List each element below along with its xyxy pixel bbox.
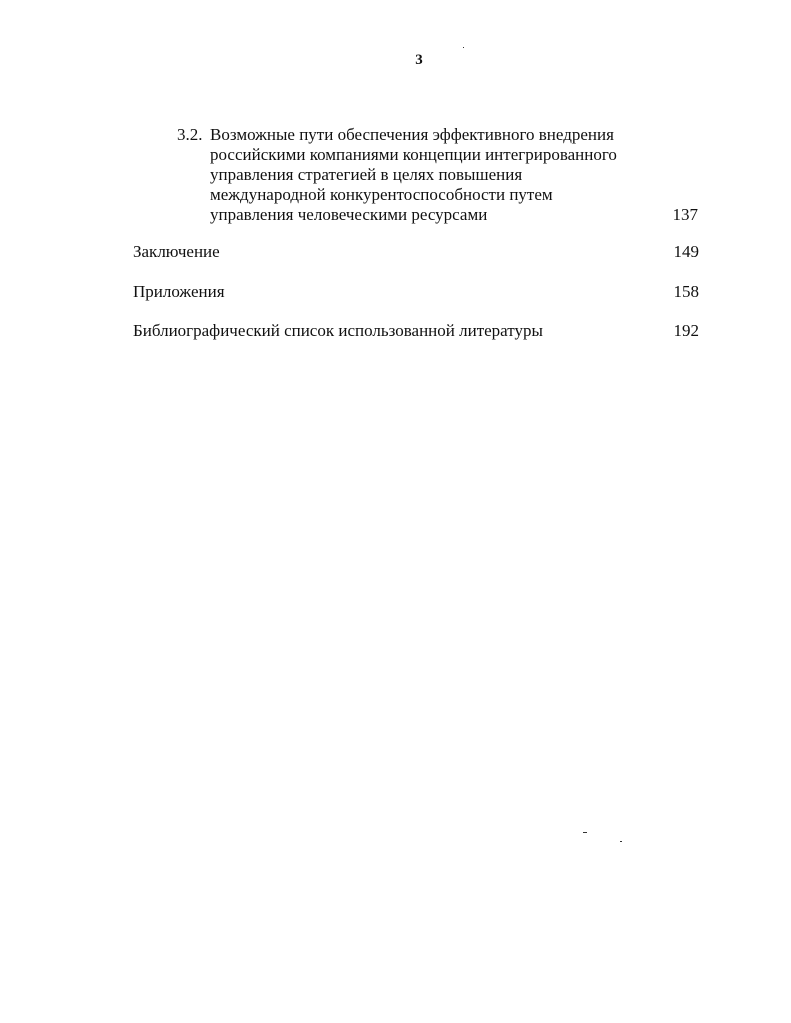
page-number: 3 xyxy=(415,52,423,68)
subsection-title xyxy=(210,125,650,225)
toc-entry-page: 149 xyxy=(673,242,699,261)
toc-subsection-3-2 xyxy=(177,125,702,225)
toc-entry-title: Библиографический список использованной литературы xyxy=(133,321,543,340)
scan-speck xyxy=(583,832,587,833)
toc-entry-title: Приложения xyxy=(133,282,225,301)
subsection-title-line: международной конкурентоспособности путем xyxy=(210,185,553,204)
subsection-title-line: российскими компаниями концепции интегрированного xyxy=(210,145,617,164)
subsection-number: 3.2. xyxy=(177,125,203,144)
toc-entry-page: 192 xyxy=(673,321,699,340)
subsection-title-line: Возможные пути обеспечения эффективного внедрения xyxy=(210,125,614,144)
toc-entry-title: Заключение xyxy=(133,242,220,261)
scan-speck xyxy=(463,47,464,48)
scan-speck xyxy=(620,841,622,842)
subsection-page-number: 137 xyxy=(672,205,698,224)
subsection-title-line: управления стратегией в целях повышения xyxy=(210,165,523,184)
subsection-title-line: управления человеческими ресурсами xyxy=(210,205,488,224)
toc-entry-page: 158 xyxy=(673,282,699,301)
